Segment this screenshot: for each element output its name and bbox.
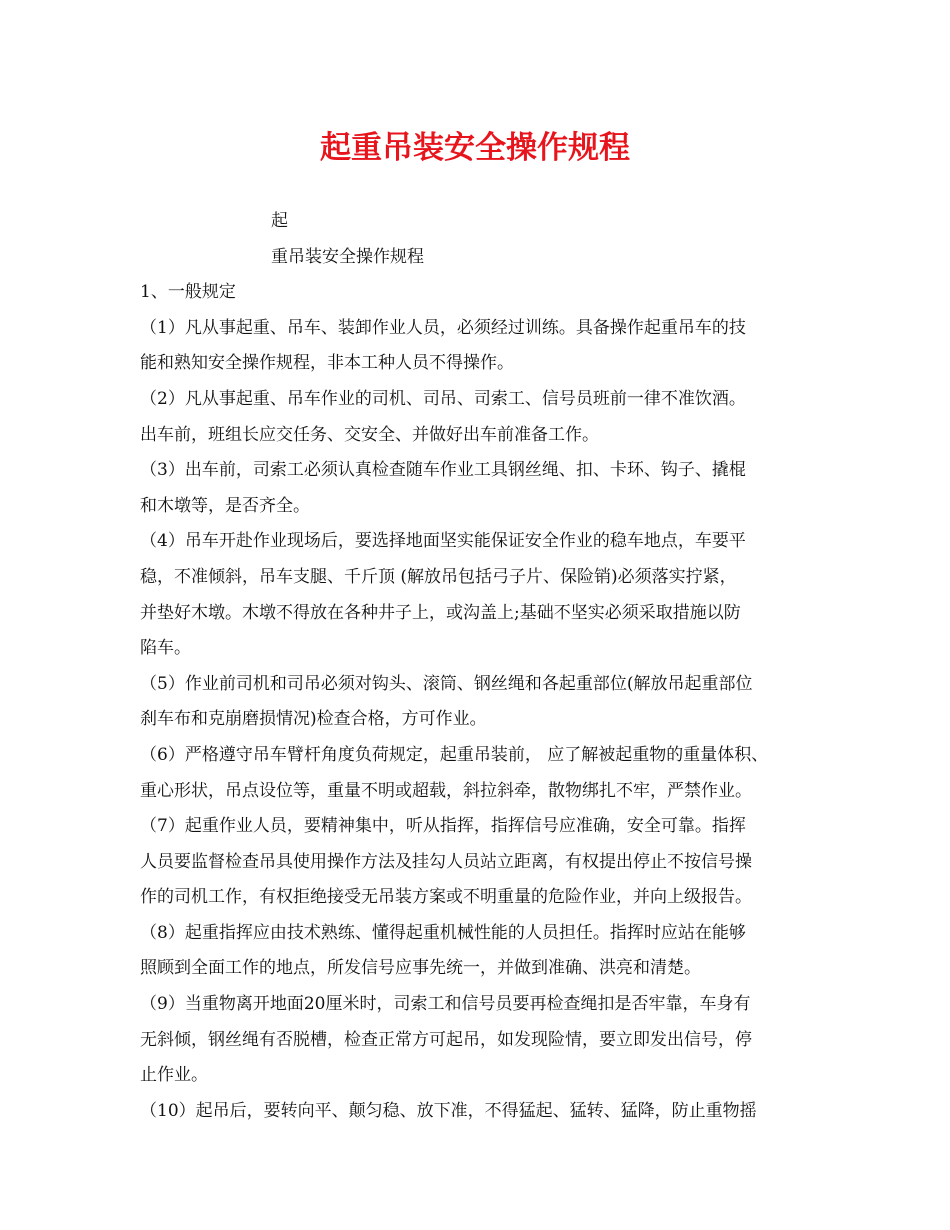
text-line: （5）作业前司机和司吊必须对钩头、滚筒、钢丝绳和各起重部位(解放吊起重部位 bbox=[140, 673, 753, 694]
text-line: 和木墩等，是否齐全。 bbox=[140, 495, 310, 516]
text-line: 稳，不准倾斜，吊车支腿、千斤顶 (解放吊包括弓子片、保险销)必须落实拧紧， bbox=[140, 566, 737, 587]
text-line: 起 bbox=[271, 211, 288, 231]
text-line: （10）起吊后，要转向平、颠匀稳、放下准，不得猛起、猛转、猛降，防止重物摇 bbox=[140, 1100, 757, 1121]
section-heading: 1、一般规定 bbox=[140, 282, 236, 303]
text-line: （6）严格遵守吊车臂杆角度负荷规定，起重吊装前， 应了解被起重物的重量体积、 bbox=[140, 744, 769, 765]
document-body bbox=[140, 204, 830, 1129]
text-line: 重心形状，吊点设位等，重量不明或超载，斜拉斜牵，散物绑扎不牢，严禁作业。 bbox=[140, 780, 752, 801]
text-line: 陷车。 bbox=[140, 638, 191, 659]
text-line: 无斜倾，钢丝绳有否脱槽，检查正常方可起吊，如发现险情，要立即发出信号，停 bbox=[140, 1029, 752, 1050]
text-line: 作的司机工作，有权拒绝接受无吊装方案或不明重量的危险作业，并向上级报告。 bbox=[140, 887, 752, 908]
text-line: 人员要监督检查吊具使用操作方法及挂勾人员站立距离，有权提出停止不按信号操 bbox=[140, 851, 752, 872]
document-title: 起重吊装安全操作规程 bbox=[320, 130, 630, 166]
text-line: 止作业。 bbox=[140, 1065, 208, 1086]
text-line: 重吊装安全操作规程 bbox=[271, 246, 424, 267]
text-line: 能和熟知安全操作规程，非本工种人员不得操作。 bbox=[140, 353, 514, 374]
text-line: 照顾到全面工作的地点，所发信号应事先统一，并做到准确、洪亮和清楚。 bbox=[140, 958, 701, 979]
text-line: （8）起重指挥应由技术熟练、懂得起重机械性能的人员担任。指挥时应站在能够 bbox=[140, 922, 746, 943]
text-line: （3）出车前，司索工必须认真检查随车作业工具钢丝绳、扣、卡环、钩子、撬棍 bbox=[140, 460, 746, 481]
text-line: 出车前，班组长应交任务、交安全、并做好出车前准备工作。 bbox=[140, 424, 599, 445]
text-line: （1）凡从事起重、吊车、装卸作业人员，必须经过训练。具备操作起重吊车的技 bbox=[140, 317, 746, 338]
text-line: 并垫好木墩。木墩不得放在各种井子上，或沟盖上;基础不坚实必须采取措施以防 bbox=[140, 602, 741, 623]
text-line: 刹车布和克崩磨损情况)检查合格，方可作业。 bbox=[140, 709, 487, 730]
text-line: （9）当重物离开地面20厘米时，司索工和信号员要再检查绳扣是否牢靠，车身有 bbox=[140, 994, 751, 1015]
text-line: （2）凡从事起重、吊车作业的司机、司吊、司索工、信号员班前一律不准饮酒。 bbox=[140, 388, 746, 409]
text-line: （4）吊车开赴作业现场后，要选择地面坚实能保证安全作业的稳车地点，车要平 bbox=[140, 531, 746, 552]
text-line: （7）起重作业人员，要精神集中，听从指挥，指挥信号应准确，安全可靠。指挥 bbox=[140, 816, 746, 837]
